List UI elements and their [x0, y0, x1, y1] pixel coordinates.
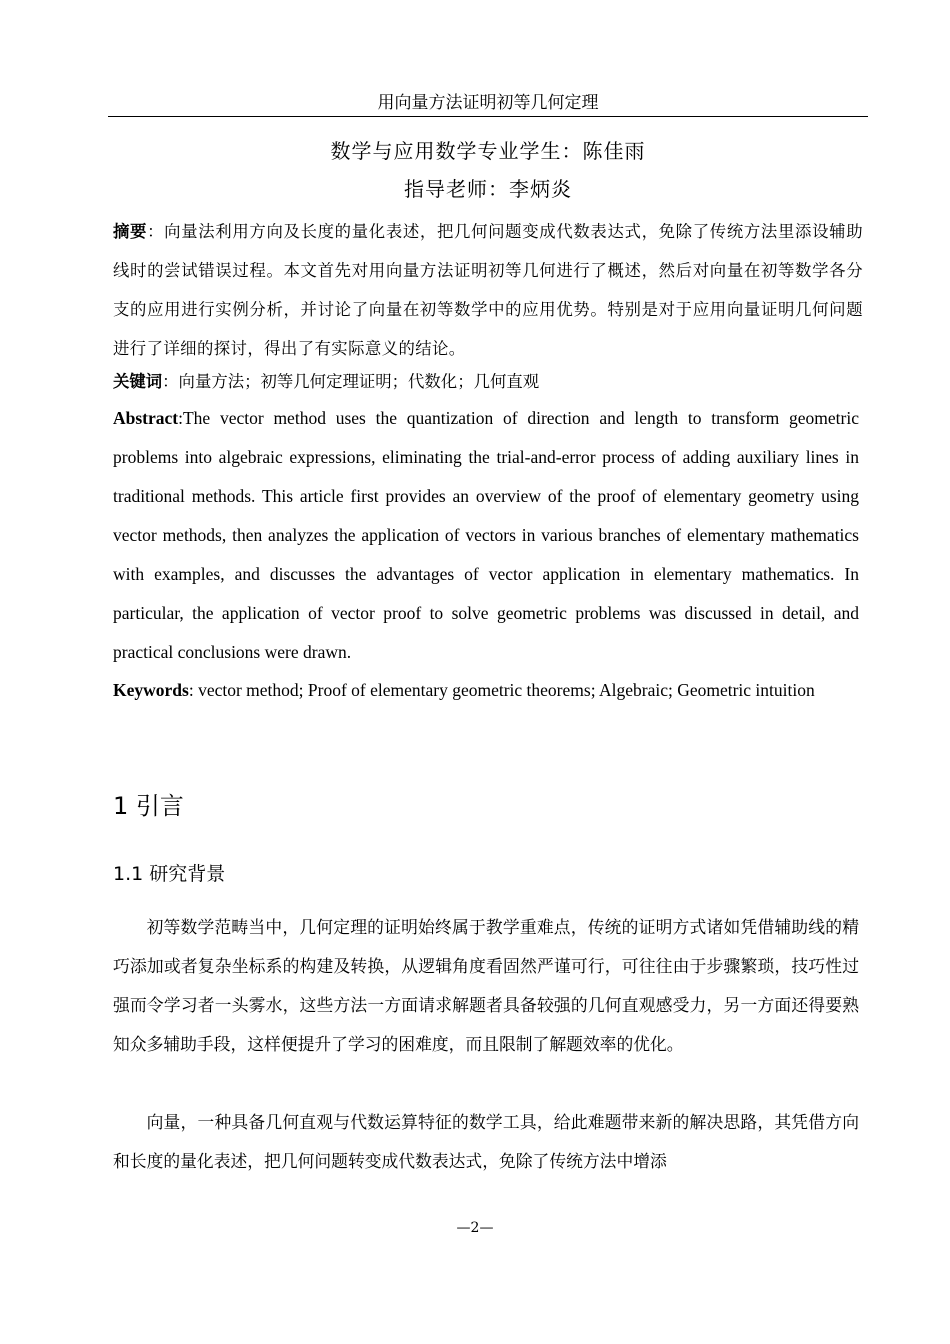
- running-header: 用向量方法证明初等几何定理: [108, 90, 868, 117]
- chinese-keywords-text: ：向量方法；初等几何定理证明；代数化；几何直观: [162, 372, 540, 391]
- english-keywords-label: Keywords: [113, 680, 189, 700]
- advisor-line: 指导老师：李炳炎: [404, 177, 572, 201]
- body-paragraph: 初等数学范畴当中，几何定理的证明始终属于教学重难点，传统的证明方式诸如凭借辅助线的精巧添加或者复杂坐标系的构建及转换，从逻辑角度看固然严谨可行，可往往由于步骤繁琐，技巧性过强而令学习者一头雾水，这些方法一方面请求解题者具备较强的几何直观感受力，另一方面还得要熟知众多辅助手段，这样便提升了学习的困难度，而且限制了解题效率的优化。: [113, 917, 859, 1054]
- student-author-line: 数学与应用数学专业学生：陈佳雨: [330, 139, 646, 163]
- chinese-abstract-label: 摘要: [113, 222, 148, 241]
- english-abstract: [113, 399, 859, 672]
- chinese-abstract: [113, 212, 863, 368]
- english-keywords-text: : vector method; Proof of elementary geometric theorems; Algebraic; Geometric intuition: [188, 680, 815, 700]
- body-paragraph: 向量，一种具备几何直观与代数运算特征的数学工具，给此难题带来新的解决思路，其凭借方向和长度的量化表述，把几何问题转变成代数表达式，免除了传统方法中增添: [113, 1112, 859, 1171]
- subsection-heading: 1.1 研究背景: [113, 863, 226, 885]
- english-abstract-label: Abstract: [113, 408, 179, 428]
- english-abstract-text: :The vector method uses the quantization of direction and length to transform geometric problems into algebraic expressions, eliminating the trial-and-error process of adding auxiliary lines in traditional methods. This article first provides an overview of the proof of elementary geometry using vector methods, then analyzes the application of vectors in various branches of elementary mathematics with examples, and discusses the advantages of vector application in elementary mathematics. In particular, the application of vector proof to solve geometric problems was discussed in detail, and practical conclusions were drawn.: [113, 408, 859, 662]
- page-number: —2—: [456, 1220, 494, 1236]
- chinese-abstract-text: ：向量法利用方向及长度的量化表述，把几何问题变成代数表达式，免除了传统方法里添设辅助线时的尝试错误过程。本文首先对用向量方法证明初等几何进行了概述，然后对向量在初等数学各分支的应用进行实例分析，并讨论了向量在初等数学中的应用优势。特别是对于应用向量证明几何问题进行了详细的探讨，得出了有实际意义的结论。: [113, 222, 863, 358]
- chinese-keywords-label: 关键词: [113, 372, 163, 391]
- english-keywords: [113, 671, 859, 709]
- section-heading: 1 引言: [113, 792, 184, 820]
- chinese-keywords: [113, 366, 863, 398]
